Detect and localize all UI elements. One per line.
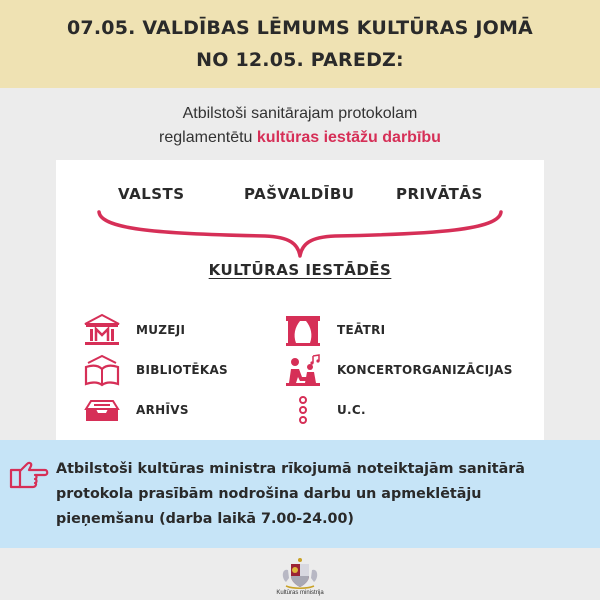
institution-item-libraries — [82, 353, 228, 387]
dots-icon — [283, 393, 323, 427]
bottom-info-line-1: Atbilstoši kultūras ministra rīkojumā noteiktajām sanitārā — [56, 461, 525, 477]
intro-line-2 — [0, 126, 600, 150]
institution-item-theaters — [283, 313, 385, 347]
header-title-line-1: 07.05. VALDĪBAS LĒMUMS KULTŪRAS JOMĀ — [67, 17, 533, 39]
category-pasvaldibu: PAŠVALDĪBU — [244, 185, 355, 203]
bottom-info-line-3: pieņemšanu (darba laikā 7.00-24.00) — [56, 511, 354, 527]
category-privatas: PRIVĀTĀS — [396, 185, 483, 203]
theater-icon — [283, 313, 323, 347]
institution-item-archives — [82, 393, 189, 427]
category-valsts: VALSTS — [118, 185, 185, 203]
library-book-icon — [82, 353, 122, 387]
institution-label: ARHĪVS — [136, 403, 189, 417]
bottom-info-text — [56, 457, 576, 532]
ministry-logo-text: Kultūras ministrija — [276, 590, 324, 596]
institution-label: MUZEJI — [136, 323, 186, 337]
museum-icon — [82, 313, 122, 347]
coat-of-arms-icon — [278, 556, 322, 590]
header-title-line-2: NO 12.05. PAREDZ: — [196, 49, 404, 71]
institution-label: KONCERTORGANIZĀCIJAS — [337, 363, 513, 377]
bottom-info-line-2: protokola prasībām nodrošina darbu un apmeklētāju — [56, 486, 482, 502]
institutions-title: KULTŪRAS IESTĀDĒS — [208, 261, 392, 279]
institution-item-other — [283, 393, 366, 427]
curly-brace-icon — [95, 206, 505, 258]
institution-label: TEĀTRI — [337, 323, 386, 337]
intro-line-2-prefix: reglamentētu — [159, 129, 257, 146]
header-banner — [0, 0, 600, 88]
concert-icon — [283, 353, 323, 387]
institution-item-concert — [283, 353, 513, 387]
institution-label: U.C. — [337, 403, 366, 417]
institution-item-museums — [82, 313, 185, 347]
archive-tray-icon — [82, 393, 122, 427]
institution-label: BIBLIOTĒKAS — [136, 363, 228, 377]
intro-accent-text: kultūras iestāžu darbību — [256, 129, 441, 146]
intro-text — [0, 102, 600, 150]
intro-line-1: Atbilstoši sanitārajam protokolam — [182, 105, 418, 122]
pointing-hand-icon — [8, 456, 50, 492]
